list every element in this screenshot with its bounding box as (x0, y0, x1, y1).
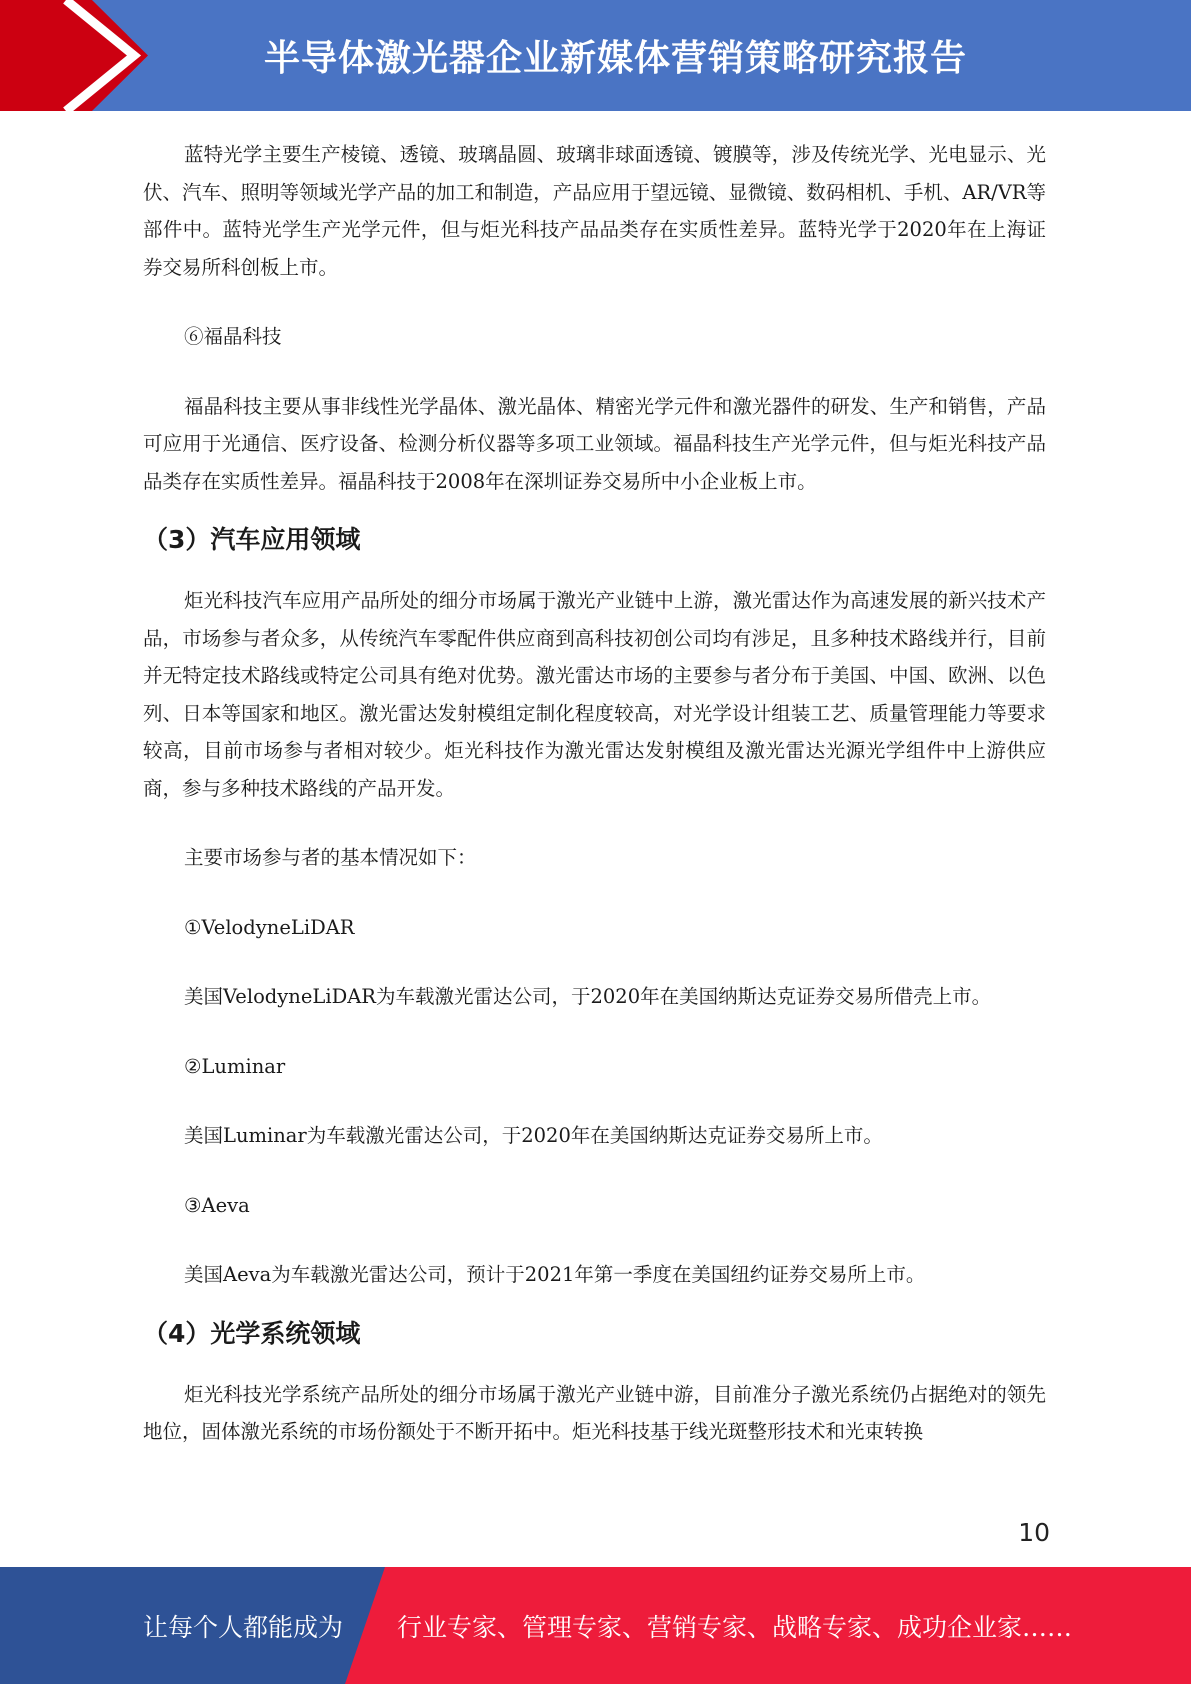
list-item-luminar: ②Luminar (184, 1054, 286, 1078)
page-number: 10 (1018, 1518, 1050, 1547)
section-heading-automotive: （3）汽车应用领域 (143, 525, 361, 554)
paragraph-lante-optics: 蓝特光学主要生产棱镜、透镜、玻璃晶圆、玻璃非球面透镜、镀膜等，涉及传统光学、光电显示、光伏、汽车、照明等领域光学产品的加工和制造，产品应用于望远镜、显微镜、数码相机、手机、AR/VR等部件中。蓝特光学生产光学元件，但与炬光科技产品品类存在实质性差异。蓝特光学于2020年在上海证券交易所科创板上市。 (143, 143, 1046, 279)
page-header (0, 0, 1191, 111)
page-footer (0, 1567, 1191, 1684)
paragraph-automotive: 炬光科技汽车应用产品所处的细分市场属于激光产业链中上游，激光雷达作为高速发展的新兴技术产品，市场参与者众多，从传统汽车零配件供应商到高科技初创公司均有涉足，且多种技术路线并行，目前并无特定技术路线或特定公司具有绝对优势。激光雷达市场的主要参与者分布于美国、中国、欧洲、以色列、日本等国家和地区。激光雷达发射模组定制化程度较高，对光学设计组装工艺、质量管理能力等要求较高，目前市场参与者相对较少。炬光科技作为激光雷达发射模组及激光雷达光源光学组件中上游供应商，参与多种技术路线的产品开发。 (143, 589, 1046, 800)
list-item-luminar-desc: 美国Luminar为车载激光雷达公司，于2020年在美国纳斯达克证券交易所上市。 (184, 1124, 883, 1147)
report-title: 半导体激光器企业新媒体营销策略研究报告 (263, 38, 967, 79)
list-item-fujing-title: ⑥福晶科技 (184, 325, 282, 348)
document-body (143, 136, 1046, 1451)
list-item-velodyne-desc: 美国VelodyneLiDAR为车载激光雷达公司，于2020年在美国纳斯达克证券交易所借壳上市。 (184, 985, 992, 1008)
paragraph-optical-systems: 炬光科技光学系统产品所处的细分市场属于激光产业链中游，目前准分子激光系统仍占据绝对的领先地位，固体激光系统的市场份额处于不断开拓中。炬光科技基于线光斑整形技术和光束转换 (143, 1382, 1046, 1443)
list-item-velodyne: ①VelodyneLiDAR (184, 915, 355, 939)
footer-slogan-left: 让每个人都能成为 (143, 1612, 344, 1642)
header-arrow-decoration (0, 0, 150, 111)
paragraph-fujing: 福晶科技主要从事非线性光学晶体、激光晶体、精密光学元件和激光器件的研发、生产和销售，产品可应用于光通信、医疗设备、检测分析仪器等多项工业领域。福晶科技生产光学元件，但与炬光科技产品品类存在实质性差异。福晶科技于2008年在深圳证券交易所中小企业板上市。 (143, 394, 1046, 493)
footer-slogan-right: 行业专家、管理专家、营销专家、战略专家、成功企业家…… (397, 1612, 1073, 1642)
section-heading-optical-systems: （4）光学系统领域 (143, 1318, 361, 1348)
list-item-aeva-desc: 美国Aeva为车载激光雷达公司，预计于2021年第一季度在美国纽约证券交易所上市。 (184, 1263, 926, 1286)
paragraph-participants-intro: 主要市场参与者的基本情况如下： (184, 846, 477, 869)
list-item-aeva: ③Aeva (184, 1193, 250, 1217)
